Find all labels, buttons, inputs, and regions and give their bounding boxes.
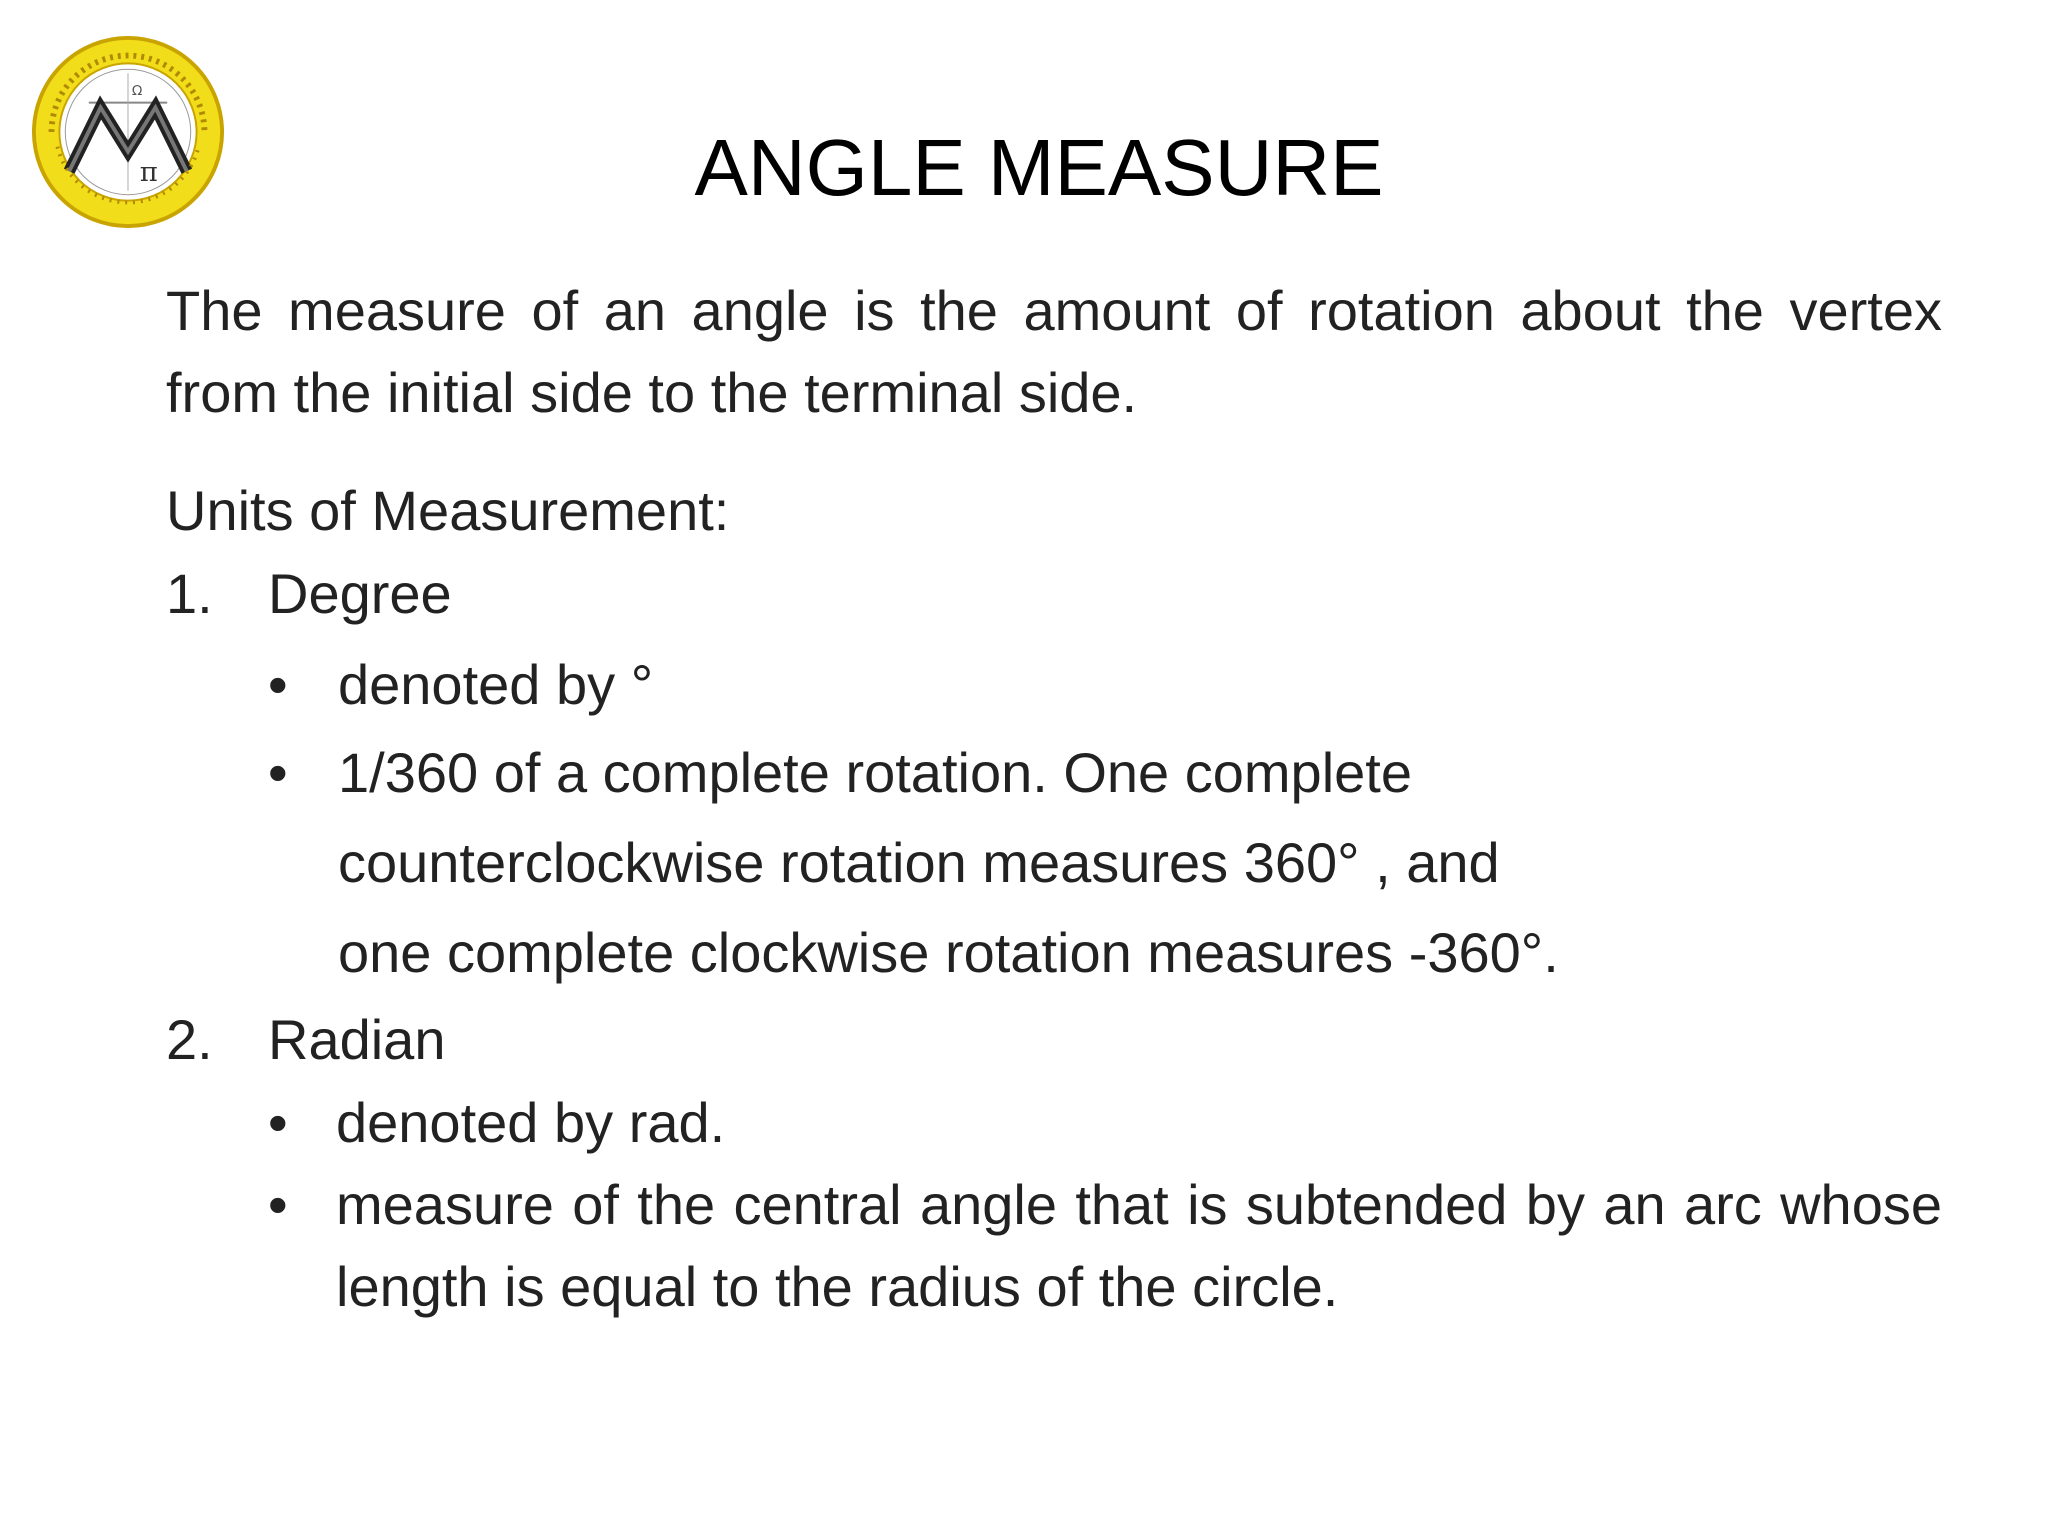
unit-name: Degree (268, 562, 452, 625)
bullet-text: 1/360 of a complete rotation. One complete counterclockwise rotation measures 360° , and one complete clockwise rotation measures -360°. (338, 741, 1559, 984)
unit-number: 1. (166, 562, 213, 625)
svg-text:π: π (139, 157, 158, 188)
unit-number: 2. (166, 1008, 213, 1071)
bullet-glyph: • (268, 1091, 288, 1154)
unit-radian-heading (166, 998, 1942, 1082)
bullet-glyph: • (268, 741, 288, 804)
unit-degree-heading (166, 552, 1942, 636)
bullet-text: measure of the central angle that is subtended by an arc whose length is equal to the radius of the circle. (336, 1173, 1942, 1318)
unit-degree (166, 552, 1942, 998)
list-item (166, 1082, 1942, 1164)
svg-text:Ω: Ω (131, 82, 143, 99)
list-item (166, 642, 1942, 728)
intro-paragraph: The measure of an angle is the amount of rotation about the vertex from the initial side to the terminal side. (166, 279, 1942, 424)
unit-radian (166, 998, 1942, 1328)
bullet-glyph: • (268, 653, 288, 716)
degree-bullet-list (166, 642, 1942, 998)
list-item (166, 1164, 1942, 1328)
bullet-text: denoted by ° (338, 653, 654, 716)
list-item (166, 728, 1598, 998)
slide-title: ANGLE MEASURE (694, 123, 1384, 212)
slide-body (166, 270, 1942, 1328)
unit-name: Radian (268, 1008, 446, 1071)
radian-bullet-list (166, 1082, 1942, 1328)
bullet-text: denoted by rad. (336, 1091, 726, 1154)
units-heading: Units of Measurement: (166, 479, 730, 542)
bullet-glyph: • (268, 1173, 288, 1236)
